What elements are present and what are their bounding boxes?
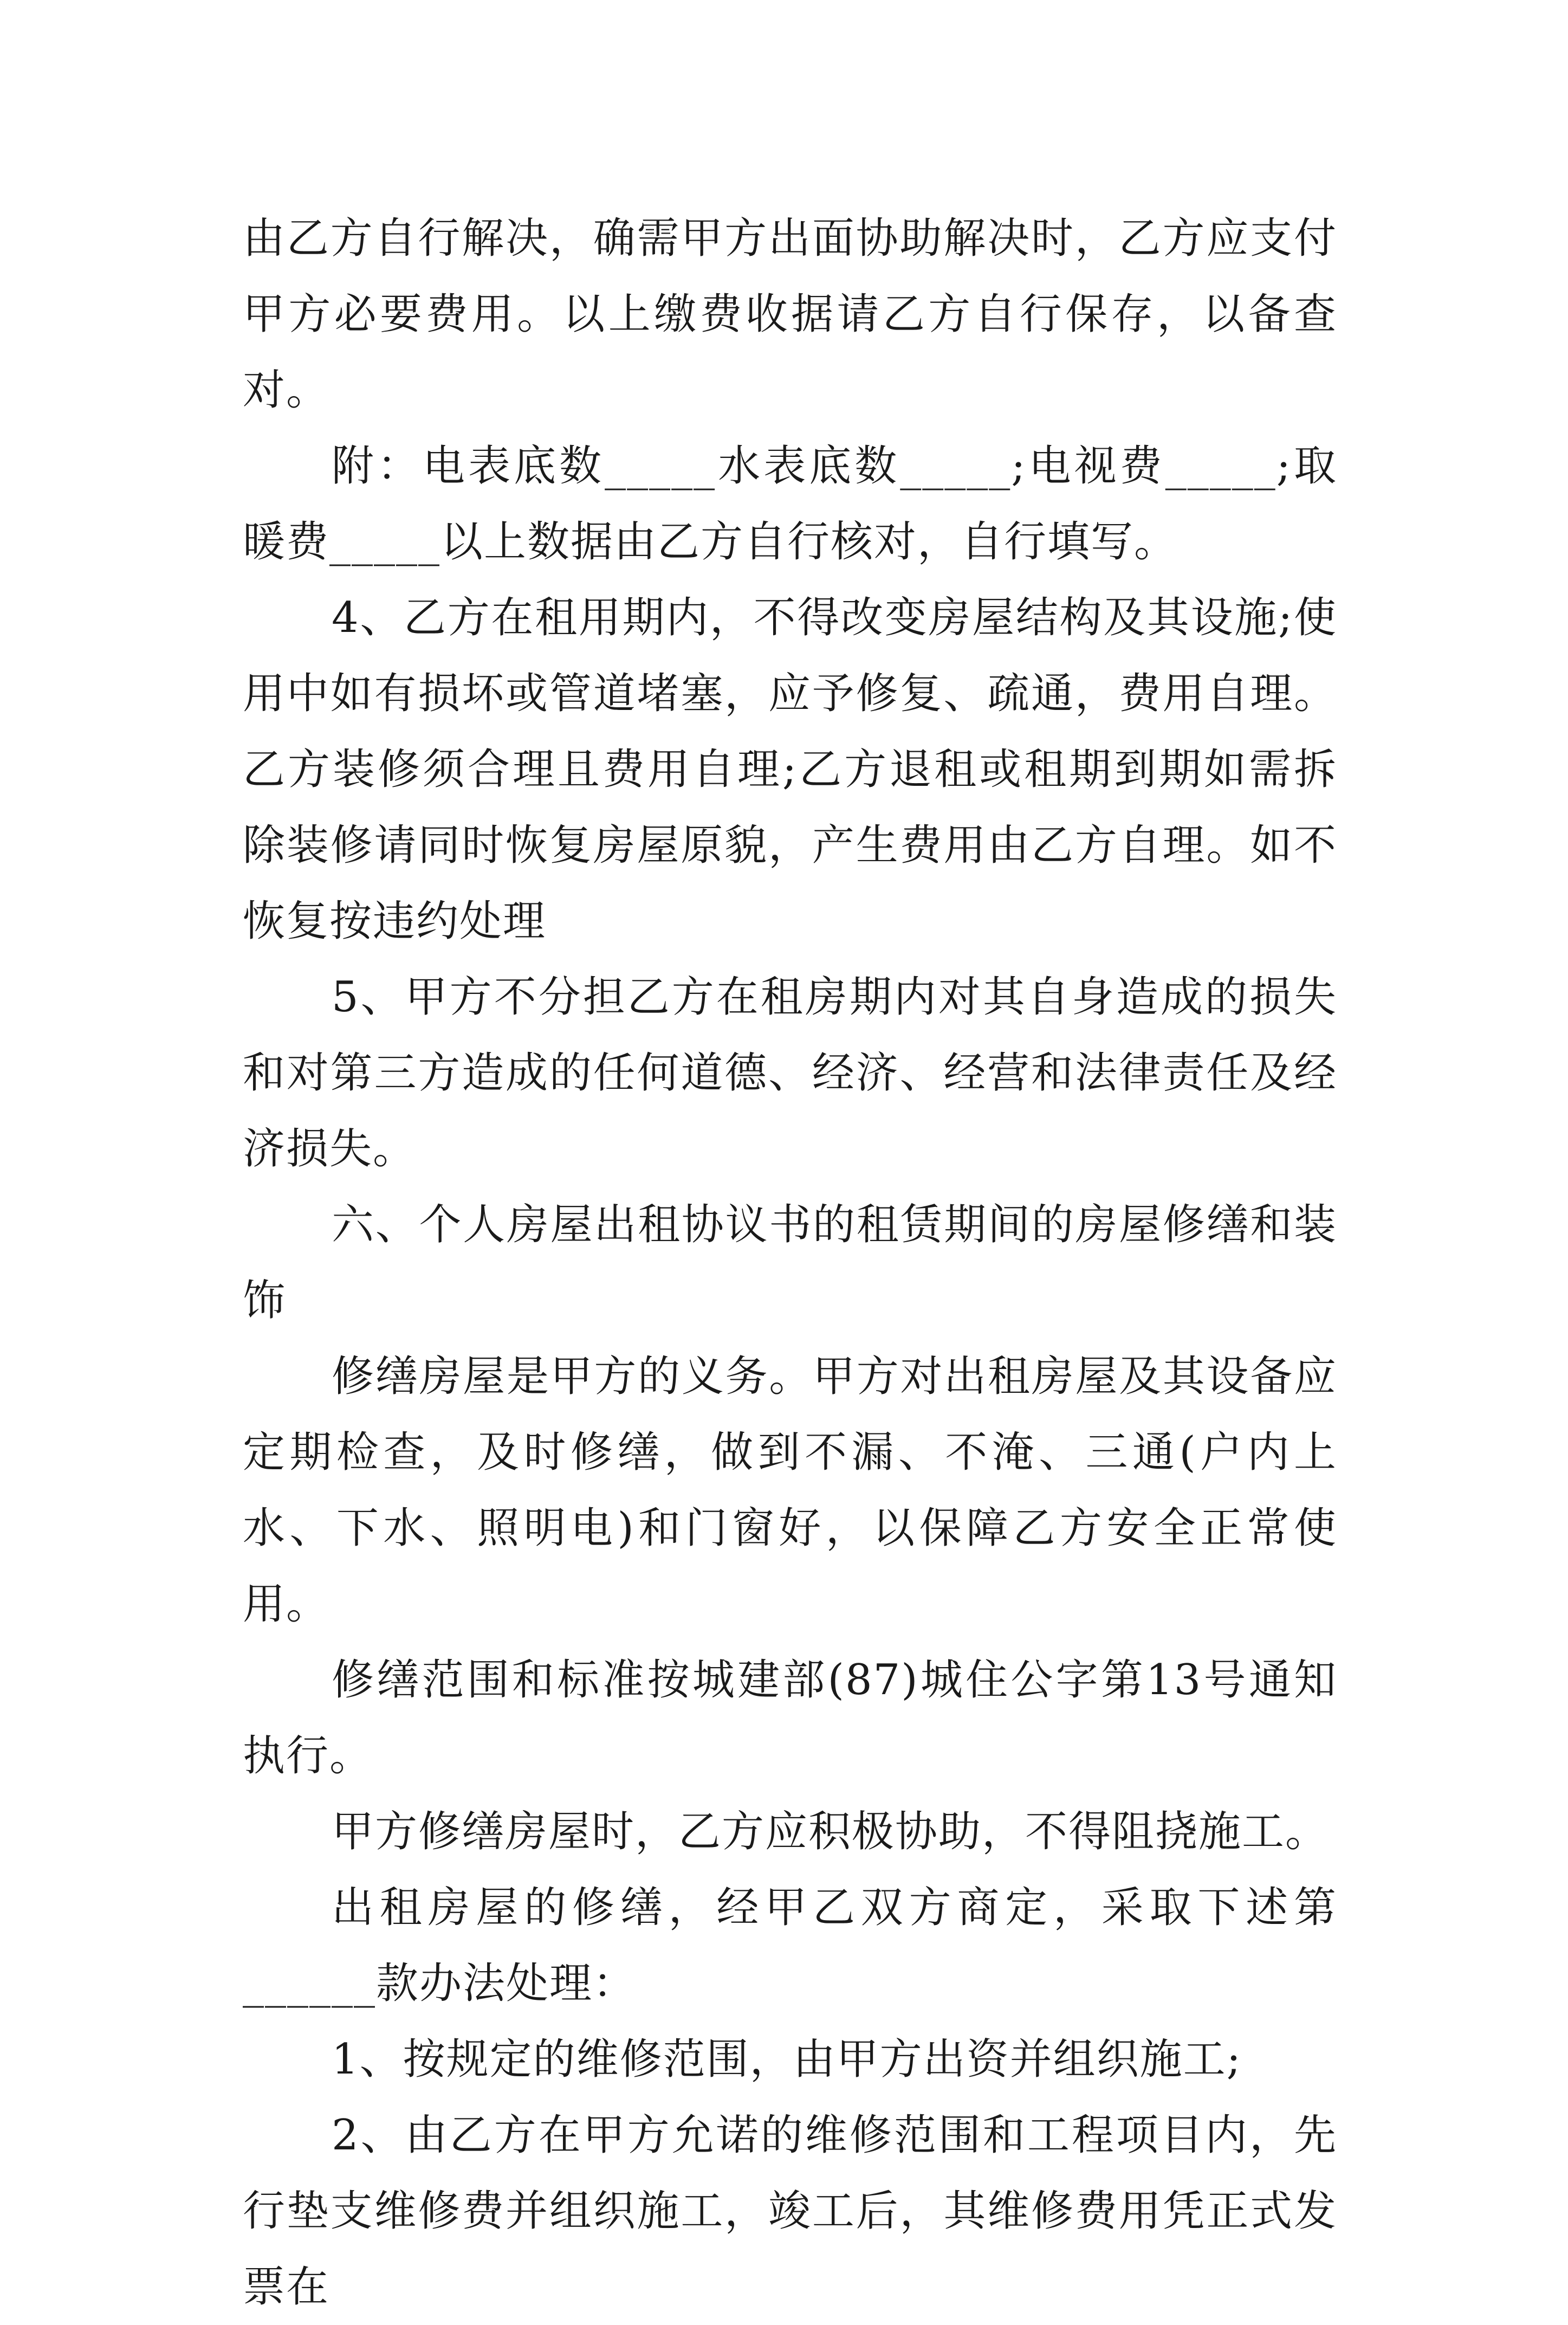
paragraph-meter-readings: 附：电表底数_____水表底数_____;电视费_____;取暖费_____以上数据由乙方自行核对，自行填写。 [243,442,1337,566]
document-body [243,201,1337,2325]
paragraph-repair-method: 出租房屋的修缮，经甲乙双方商定，采取下述第______款办法处理： [243,1883,1337,2008]
paragraph-repair-duty: 修缮房屋是甲方的义务。甲方对出租房屋及其设备应定期检查，及时修缮，做到不漏、不淹、三通(户内上水、下水、照明电)和门窗好，以保障乙方安全正常使用。 [243,1352,1337,1629]
paragraph-continuation: 由乙方自行解决，确需甲方出面协助解决时，乙方应支付甲方必要费用。以上缴费收据请乙方自行保存，以备查对。 [243,214,1337,415]
paragraph-repair-cooperation: 甲方修缮房屋时，乙方应积极协助，不得阻挠施工。 [332,1807,1329,1856]
paragraph-method-1: 1、按规定的维修范围，由甲方出资并组织施工; [332,2035,1242,2084]
paragraph-repair-standard: 修缮范围和标准按城建部(87)城住公字第13号通知执行。 [243,1656,1337,1780]
paragraph-clause-4: 4、乙方在租用期内，不得改变房屋结构及其设施;使用中如有损坏或管道堵塞，应予修复、疏通，费用自理。乙方装修须合理且费用自理;乙方退租或租期到期如需拆除装修请同时恢复房屋原貌，产生费用由乙方自理。如不恢复按违约处理 [243,593,1337,946]
section-heading-six: 六、个人房屋出租协议书的租赁期间的房屋修缮和装饰 [243,1200,1337,1325]
paragraph-method-2: 2、由乙方在甲方允诺的维修范围和工程项目内，先行垫支维修费并组织施工，竣工后，其维修费用凭正式发票在 [243,2111,1337,2311]
paragraph-clause-5: 5、甲方不分担乙方在租房期内对其自身造成的损失和对第三方造成的任何道德、经济、经营和法律责任及经济损失。 [243,973,1337,1173]
